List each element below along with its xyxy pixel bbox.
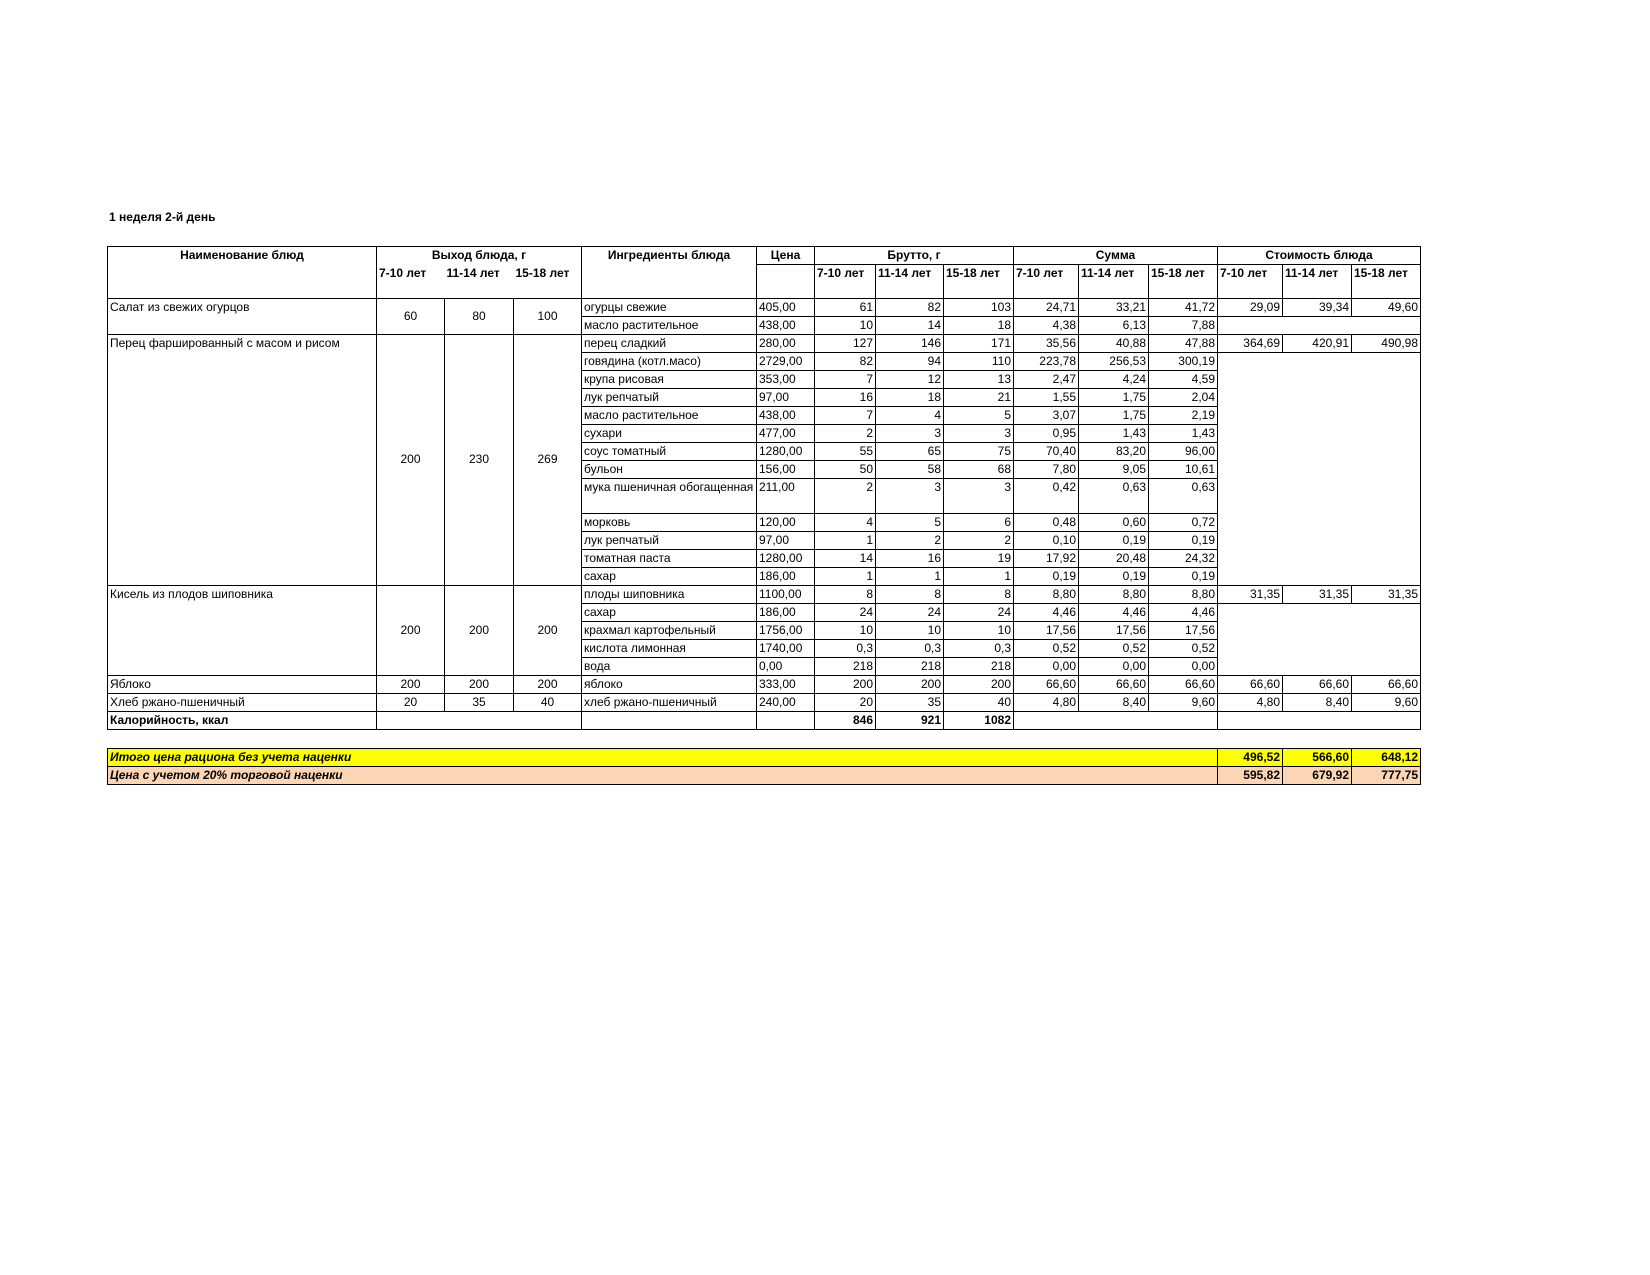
ingredient-brutto: 200: [876, 675, 944, 693]
ingredient-brutto: 14: [876, 316, 944, 334]
ingredient-sum: 8,40: [1079, 693, 1149, 711]
ingredient-sum: 4,59: [1149, 370, 1218, 388]
total-value: 679,92: [1283, 766, 1352, 784]
dish-yield: 60: [377, 298, 445, 334]
ingredient-name: масло растительное: [582, 316, 757, 334]
ingredient-brutto: 16: [876, 549, 944, 567]
ingredient-sum: 1,43: [1149, 424, 1218, 442]
ingredient-sum: 8,80: [1149, 585, 1218, 603]
dish-cost: 49,60: [1352, 298, 1421, 316]
ingredient-brutto: 13: [944, 370, 1014, 388]
ingredient-sum: 96,00: [1149, 442, 1218, 460]
ingredient-sum: 24,32: [1149, 549, 1218, 567]
ingredient-brutto: 2: [815, 478, 876, 513]
ingredient-brutto: 12: [876, 370, 944, 388]
ingredient-brutto: 50: [815, 460, 876, 478]
ingredient-brutto: 7: [815, 406, 876, 424]
ingredient-name: мука пшеничная обогащенная: [582, 478, 757, 513]
ingredient-brutto: 24: [815, 603, 876, 621]
calories-empty-cost: [1218, 711, 1421, 729]
ingredient-brutto: 218: [944, 657, 1014, 675]
menu-body: [108, 298, 1421, 711]
ingredient-brutto: 1: [815, 567, 876, 585]
ingredient-brutto: 8: [815, 585, 876, 603]
ingredient-name: кислота лимонная: [582, 639, 757, 657]
dish-cost: 66,60: [1283, 675, 1352, 693]
calories-value: 846: [815, 711, 876, 729]
dish-cost: 39,34: [1283, 298, 1352, 316]
ingredient-brutto: 3: [944, 424, 1014, 442]
ingredient-brutto: 2: [944, 531, 1014, 549]
ingredient-sum: 0,63: [1149, 478, 1218, 513]
ingredient-sum: 24,71: [1014, 298, 1079, 316]
ingredient-price: 438,00: [757, 316, 815, 334]
calories-empty-ingredient: [582, 711, 757, 729]
dish-cost: 31,35: [1352, 585, 1421, 603]
ingredient-sum: 10,61: [1149, 460, 1218, 478]
ingredient-brutto: 218: [876, 657, 944, 675]
ingredient-price: 1756,00: [757, 621, 815, 639]
ingredient-sum: 17,56: [1014, 621, 1079, 639]
dish-cost: 9,60: [1352, 693, 1421, 711]
ingredient-sum: 0,42: [1014, 478, 1079, 513]
ingredient-brutto: 21: [944, 388, 1014, 406]
dish-yield: 20: [377, 693, 445, 711]
dish-cost: 66,60: [1352, 675, 1421, 693]
ingredient-name: плоды шиповника: [582, 585, 757, 603]
ingredient-brutto: 0,3: [944, 639, 1014, 657]
ingredient-brutto: 19: [944, 549, 1014, 567]
ingredient-sum: 7,80: [1014, 460, 1079, 478]
ingredient-sum: 0,19: [1079, 531, 1149, 549]
ingredient-brutto: 3: [876, 424, 944, 442]
ingredient-price: 211,00: [757, 478, 815, 513]
ingredient-sum: 0,19: [1149, 531, 1218, 549]
total-value: 595,82: [1218, 766, 1283, 784]
ingredient-brutto: 82: [815, 352, 876, 370]
ingredient-brutto: 3: [944, 478, 1014, 513]
total-value: 777,75: [1352, 766, 1421, 784]
dish-yield: 200: [445, 675, 514, 693]
ingredient-brutto: 0,3: [876, 639, 944, 657]
total-label: Цена с учетом 20% торговой наценки: [108, 766, 1218, 784]
ingredient-sum: 0,00: [1149, 657, 1218, 675]
ingredient-price: 1280,00: [757, 549, 815, 567]
ingredient-name: хлеб ржано-пшеничный: [582, 693, 757, 711]
header-brutto-age-3: 15-18 лет: [944, 265, 1014, 299]
dish-yield: 200: [445, 585, 514, 675]
header-row-1: [108, 247, 1421, 265]
ingredient-sum: 0,48: [1014, 513, 1079, 531]
ingredient-brutto: 24: [876, 603, 944, 621]
ingredient-price: 1100,00: [757, 585, 815, 603]
ingredient-brutto: 4: [876, 406, 944, 424]
dish-cost: 66,60: [1218, 675, 1283, 693]
ingredient-sum: 47,88: [1149, 334, 1218, 352]
ingredient-name: сухари: [582, 424, 757, 442]
ingredient-brutto: 171: [944, 334, 1014, 352]
ingredient-price: 97,00: [757, 531, 815, 549]
ingredient-brutto: 1: [944, 567, 1014, 585]
dish-cost: 4,80: [1218, 693, 1283, 711]
ingredient-brutto: 7: [815, 370, 876, 388]
ingredient-brutto: 14: [815, 549, 876, 567]
ingredient-sum: 4,46: [1149, 603, 1218, 621]
ingredient-brutto: 110: [944, 352, 1014, 370]
ingredient-brutto: 18: [944, 316, 1014, 334]
header-price: Цена: [757, 247, 815, 265]
header-yield: Выход блюда, г: [377, 247, 582, 265]
ingredient-brutto: 2: [815, 424, 876, 442]
ingredient-sum: 4,46: [1079, 603, 1149, 621]
ingredient-sum: 3,07: [1014, 406, 1079, 424]
ingredient-brutto: 16: [815, 388, 876, 406]
dish-name: Кисель из плодов шиповника: [108, 585, 377, 675]
header-cost-age-2: 11-14 лет: [1283, 265, 1352, 299]
ingredient-brutto: 8: [876, 585, 944, 603]
ingredient-price: 405,00: [757, 298, 815, 316]
total-label: Итого цена рациона без учета наценки: [108, 748, 1218, 766]
ingredient-sum: 0,52: [1149, 639, 1218, 657]
ingredient-sum: 0,19: [1014, 567, 1079, 585]
header-sum-age-2: 11-14 лет: [1079, 265, 1149, 299]
ingredient-sum: 4,24: [1079, 370, 1149, 388]
dish-yield: 80: [445, 298, 514, 334]
ingredient-brutto: 8: [944, 585, 1014, 603]
dish-name: Перец фаршированный с масом и рисом: [108, 334, 377, 585]
dish-yield: 269: [514, 334, 582, 585]
calories-value: 921: [876, 711, 944, 729]
ingredient-sum: 1,55: [1014, 388, 1079, 406]
ingredient-price: 333,00: [757, 675, 815, 693]
ingredient-brutto: 68: [944, 460, 1014, 478]
total-value: 496,52: [1218, 748, 1283, 766]
ingredient-sum: 0,10: [1014, 531, 1079, 549]
ingredient-brutto: 200: [815, 675, 876, 693]
ingredient-brutto: 1: [876, 567, 944, 585]
ingredient-brutto: 18: [876, 388, 944, 406]
header-yield-age-1: 7-10 лет: [377, 265, 445, 299]
dish-cost: 31,35: [1283, 585, 1352, 603]
ingredient-sum: 0,60: [1079, 513, 1149, 531]
ingredient-brutto: 3: [876, 478, 944, 513]
dish-yield: 200: [514, 675, 582, 693]
ingredient-name: вода: [582, 657, 757, 675]
table-row: [108, 693, 1421, 711]
header-cost-age-3: 15-18 лет: [1352, 265, 1421, 299]
ingredient-sum: 1,75: [1079, 406, 1149, 424]
ingredient-name: сахар: [582, 603, 757, 621]
ingredient-sum: 66,60: [1014, 675, 1079, 693]
calories-empty-yield: [377, 711, 582, 729]
ingredient-sum: 223,78: [1014, 352, 1079, 370]
ingredient-sum: 2,47: [1014, 370, 1079, 388]
ingredient-sum: 0,63: [1079, 478, 1149, 513]
ingredient-brutto: 24: [944, 603, 1014, 621]
dish-cost-empty: [1218, 603, 1421, 675]
header-price-cont: [757, 265, 815, 299]
header-sum-age-3: 15-18 лет: [1149, 265, 1218, 299]
ingredient-brutto: 218: [815, 657, 876, 675]
ingredient-sum: 300,19: [1149, 352, 1218, 370]
ingredient-sum: 33,21: [1079, 298, 1149, 316]
header-dish-name: Наименование блюд: [108, 247, 377, 265]
total-row-with-markup: [108, 766, 1421, 784]
ingredient-brutto: 5: [876, 513, 944, 531]
ingredient-sum: 9,60: [1149, 693, 1218, 711]
ingredient-price: 186,00: [757, 603, 815, 621]
ingredient-sum: 8,80: [1014, 585, 1079, 603]
ingredient-sum: 256,53: [1079, 352, 1149, 370]
table-row: [108, 675, 1421, 693]
page-title: 1 неделя 2-й день: [109, 210, 216, 224]
ingredient-sum: 0,19: [1079, 567, 1149, 585]
ingredient-brutto: 10: [815, 621, 876, 639]
ingredient-name: говядина (котл.масо): [582, 352, 757, 370]
ingredient-brutto: 10: [876, 621, 944, 639]
ingredient-sum: 6,13: [1079, 316, 1149, 334]
ingredient-name: огурцы свежие: [582, 298, 757, 316]
ingredient-sum: 17,56: [1079, 621, 1149, 639]
total-row-no-markup: [108, 748, 1421, 766]
dish-cost: 31,35: [1218, 585, 1283, 603]
header-cost-age-1: 7-10 лет: [1218, 265, 1283, 299]
ingredient-sum: 0,19: [1149, 567, 1218, 585]
dish-yield: 40: [514, 693, 582, 711]
ingredient-price: 353,00: [757, 370, 815, 388]
header-yield-age-3: 15-18 лет: [514, 265, 582, 299]
ingredient-sum: 0,95: [1014, 424, 1079, 442]
calories-row: [108, 711, 1421, 729]
ingredient-sum: 4,46: [1014, 603, 1079, 621]
header-brutto-age-2: 11-14 лет: [876, 265, 944, 299]
ingredient-brutto: 55: [815, 442, 876, 460]
dish-yield: 200: [377, 675, 445, 693]
ingredient-brutto: 10: [944, 621, 1014, 639]
ingredient-brutto: 0,3: [815, 639, 876, 657]
header-sum: Сумма: [1014, 247, 1218, 265]
calories-label: Калорийность, ккал: [108, 711, 377, 729]
ingredient-brutto: 5: [944, 406, 1014, 424]
dish-cost-empty: [1218, 316, 1421, 334]
ingredient-brutto: 35: [876, 693, 944, 711]
ingredient-brutto: 2: [876, 531, 944, 549]
ingredient-price: 240,00: [757, 693, 815, 711]
ingredient-brutto: 10: [815, 316, 876, 334]
ingredient-price: 97,00: [757, 388, 815, 406]
ingredient-price: 477,00: [757, 424, 815, 442]
ingredient-brutto: 4: [815, 513, 876, 531]
ingredient-sum: 41,72: [1149, 298, 1218, 316]
header-ingredients-cont: [582, 265, 757, 299]
ingredient-name: томатная паста: [582, 549, 757, 567]
dish-yield: 200: [377, 585, 445, 675]
ingredient-brutto: 65: [876, 442, 944, 460]
ingredient-name: соус томатный: [582, 442, 757, 460]
ingredient-sum: 66,60: [1079, 675, 1149, 693]
ingredient-sum: 83,20: [1079, 442, 1149, 460]
header-ingredients: Ингредиенты блюда: [582, 247, 757, 265]
ingredient-name: лук репчатый: [582, 388, 757, 406]
total-value: 648,12: [1352, 748, 1421, 766]
ingredient-price: 2729,00: [757, 352, 815, 370]
ingredient-sum: 0,00: [1079, 657, 1149, 675]
ingredient-sum: 4,80: [1014, 693, 1079, 711]
ingredient-sum: 0,72: [1149, 513, 1218, 531]
menu-table: [107, 246, 1421, 785]
spacer-row: [108, 729, 1421, 748]
ingredient-brutto: 127: [815, 334, 876, 352]
ingredient-sum: 9,05: [1079, 460, 1149, 478]
header-sum-age-1: 7-10 лет: [1014, 265, 1079, 299]
ingredient-sum: 0,52: [1079, 639, 1149, 657]
ingredient-sum: 1,75: [1079, 388, 1149, 406]
ingredient-name: яблоко: [582, 675, 757, 693]
header-row-2: [108, 265, 1421, 299]
ingredient-sum: 66,60: [1149, 675, 1218, 693]
table-row: [108, 298, 1421, 316]
ingredient-brutto: 1: [815, 531, 876, 549]
ingredient-sum: 0,00: [1014, 657, 1079, 675]
ingredient-price: 156,00: [757, 460, 815, 478]
ingredient-name: сахар: [582, 567, 757, 585]
ingredient-name: крахмал картофельный: [582, 621, 757, 639]
header-brutto: Брутто, г: [815, 247, 1014, 265]
ingredient-sum: 20,48: [1079, 549, 1149, 567]
dish-cost: 420,91: [1283, 334, 1352, 352]
dish-name: Салат из свежих огурцов: [108, 298, 377, 334]
ingredient-price: 438,00: [757, 406, 815, 424]
ingredient-sum: 4,38: [1014, 316, 1079, 334]
totals-body: [108, 711, 1421, 784]
table-row: [108, 334, 1421, 352]
ingredient-price: 120,00: [757, 513, 815, 531]
ingredient-name: лук репчатый: [582, 531, 757, 549]
dish-cost-empty: [1218, 352, 1421, 585]
dish-yield: 35: [445, 693, 514, 711]
dish-name: Хлеб ржано-пшеничный: [108, 693, 377, 711]
ingredient-brutto: 82: [876, 298, 944, 316]
dish-yield: 230: [445, 334, 514, 585]
ingredient-brutto: 200: [944, 675, 1014, 693]
ingredient-brutto: 75: [944, 442, 1014, 460]
ingredient-name: морковь: [582, 513, 757, 531]
ingredient-price: 280,00: [757, 334, 815, 352]
dish-name: Яблоко: [108, 675, 377, 693]
header-dish-name-cont: [108, 265, 377, 299]
ingredient-brutto: 20: [815, 693, 876, 711]
header-brutto-age-1: 7-10 лет: [815, 265, 876, 299]
calories-value: 1082: [944, 711, 1014, 729]
ingredient-brutto: 40: [944, 693, 1014, 711]
ingredient-brutto: 6: [944, 513, 1014, 531]
ingredient-price: 0,00: [757, 657, 815, 675]
ingredient-sum: 17,56: [1149, 621, 1218, 639]
ingredient-price: 1280,00: [757, 442, 815, 460]
ingredient-sum: 8,80: [1079, 585, 1149, 603]
ingredient-sum: 17,92: [1014, 549, 1079, 567]
ingredient-sum: 2,04: [1149, 388, 1218, 406]
ingredient-sum: 0,52: [1014, 639, 1079, 657]
dish-yield: 100: [514, 298, 582, 334]
ingredient-name: бульон: [582, 460, 757, 478]
ingredient-price: 1740,00: [757, 639, 815, 657]
ingredient-brutto: 58: [876, 460, 944, 478]
calories-empty-price: [757, 711, 815, 729]
total-value: 566,60: [1283, 748, 1352, 766]
header-cost: Стоимость блюда: [1218, 247, 1421, 265]
ingredient-sum: 35,56: [1014, 334, 1079, 352]
dish-cost: 29,09: [1218, 298, 1283, 316]
dish-cost: 8,40: [1283, 693, 1352, 711]
ingredient-name: крупа рисовая: [582, 370, 757, 388]
ingredient-sum: 40,88: [1079, 334, 1149, 352]
header-yield-age-2: 11-14 лет: [446, 265, 500, 280]
table-row: [108, 585, 1421, 603]
ingredient-brutto: 94: [876, 352, 944, 370]
ingredient-sum: 7,88: [1149, 316, 1218, 334]
ingredient-name: масло растительное: [582, 406, 757, 424]
ingredient-sum: 1,43: [1079, 424, 1149, 442]
ingredient-brutto: 146: [876, 334, 944, 352]
ingredient-name: перец сладкий: [582, 334, 757, 352]
ingredient-sum: 2,19: [1149, 406, 1218, 424]
calories-empty-sum: [1014, 711, 1218, 729]
ingredient-brutto: 61: [815, 298, 876, 316]
ingredient-sum: 70,40: [1014, 442, 1079, 460]
ingredient-price: 186,00: [757, 567, 815, 585]
dish-cost: 364,69: [1218, 334, 1283, 352]
ingredient-brutto: 103: [944, 298, 1014, 316]
dish-yield: 200: [377, 334, 445, 585]
dish-cost: 490,98: [1352, 334, 1421, 352]
dish-yield: 200: [514, 585, 582, 675]
